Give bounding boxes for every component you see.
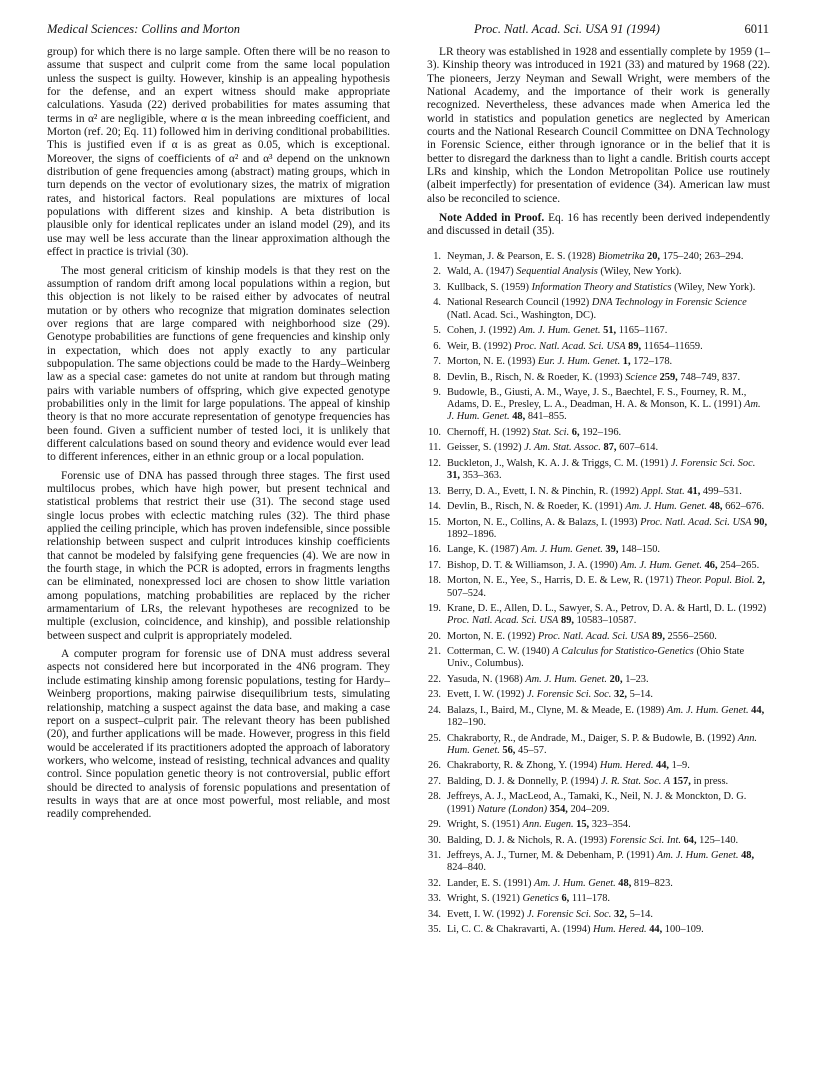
reference-number: 31.	[428, 850, 441, 862]
reference-pages: 2556–2560.	[664, 630, 717, 642]
body-paragraph: group) for which there is no large sample. Often there will be no reason to assume that suspect and culprit come from the same local population unless the suspect is guilty. However, kinship is an appealing hypothesis for the defense, and an expert witness should make appropriate calculations. Yasuda (22) derived probabilities for mates assuming that terms in α² are negligible, where α is the mean inbreeding coefficient, and Morton (ref. 20; Eq. 11) followed him in deriving conditional probabilities. This is justified even if α is as great as 0.05, which is exceptional. Moreover, the signs of coefficients of α² and α³ depend on the unknown distribution of gene frequencies among (abstract) mating groups, which in turn depends on the vector of evolutionary sizes, the matrix of migration rates, and historical factors. Real populations are mixtures of local populations with different sizes and kinship. A beta distribution is plausible only for identical replicates under an island model (29), and its use may well be less accurate than the linear approximation although the effect in practice is trivial (30).	[47, 46, 390, 259]
reference-volume: 89,	[558, 615, 574, 627]
reference-item	[427, 501, 770, 513]
reference-item	[427, 560, 770, 572]
reference-number: 24.	[428, 704, 441, 716]
reference-number: 27.	[428, 775, 441, 787]
reference-volume: 259,	[656, 371, 678, 383]
reference-source: Nature (London)	[477, 803, 548, 815]
reference-volume: 51,	[600, 325, 617, 337]
reference-source: Am. J. Hum. Genet.	[656, 850, 739, 862]
reference-volume: 48,	[615, 877, 632, 889]
reference-number: 10.	[428, 426, 441, 438]
reference-item	[427, 458, 770, 482]
reference-item	[427, 603, 770, 627]
reference-source: Appl. Stat.	[641, 485, 685, 497]
reference-authors: Bishop, D. T. & Williamson, J. A. (1990)	[447, 559, 621, 571]
reference-item	[427, 646, 770, 670]
reference-pages: 824–840.	[447, 862, 486, 874]
reference-authors: Weir, B. (1992)	[447, 340, 515, 352]
reference-source: Hum. Hered.	[599, 760, 654, 772]
reference-authors: Wright, S. (1951)	[447, 819, 523, 831]
reference-number: 1.	[433, 250, 441, 262]
reference-volume: 44,	[748, 704, 765, 716]
reference-number: 6.	[433, 340, 441, 352]
left-column	[47, 46, 390, 822]
reference-volume: 354,	[547, 803, 568, 815]
reference-number: 7.	[433, 356, 441, 368]
reference-authors: Buckleton, J., Walsh, K. A. J. & Triggs, C. M. (1991)	[447, 457, 671, 469]
reference-authors: Devlin, B., Risch, N. & Roeder, K. (1993)	[447, 371, 626, 383]
reference-source: Science	[625, 371, 657, 383]
reference-pages: 175–240; 263–294.	[660, 250, 744, 262]
reference-authors: Morton, N. E. (1993)	[447, 356, 538, 368]
reference-item	[427, 266, 770, 278]
reference-pages: 819–823.	[631, 877, 673, 889]
reference-number: 35.	[428, 924, 441, 936]
reference-source: Ann. Eugen.	[522, 819, 574, 831]
reference-number: 26.	[428, 760, 441, 772]
reference-volume: 90,	[751, 516, 768, 528]
reference-number: 12.	[428, 457, 441, 469]
reference-number: 34.	[428, 908, 441, 920]
reference-item	[427, 909, 770, 921]
reference-number: 20.	[428, 630, 441, 642]
reference-source: Ann. Hum. Genet.	[447, 732, 758, 756]
reference-number: 22.	[428, 673, 441, 685]
body-paragraph: The most general criticism of kinship models is that they rest on the assumption of random drift among local populations within a region, but this objection is not likely to be raised either by advocates of neutral mutation or by others who recognize that migration dominates selection over regions that are large compared with neighborhood size (29). Genotype probabilities are functions of gene frequencies and kinship only in expectation, which does not apply exactly to any particular subpopulation. The same objections could be made to the Hardy–Weinberg law as a special case: gametes do not unite at random but through mating pairs with variable numbers of offspring, which give expected genotype probabilities only in the limit for large populations. The appeal of kinship theory is that no more accurate representation of genotype frequencies has been found. Given a sufficient number of tested loci, it is unlikely that different calculations based on sound theory and evidence would ever lead to different inferences, either in an ethnic group or a local population.	[47, 264, 390, 464]
reference-source: Proc. Natl. Acad. Sci. USA	[514, 340, 626, 352]
reference-list	[427, 251, 770, 937]
reference-number: 30.	[428, 834, 441, 846]
reference-pages: 662–676.	[722, 501, 765, 513]
reference-source: Genetics	[522, 893, 559, 905]
reference-pages: in press.	[690, 775, 729, 787]
reference-pages: 1–23.	[622, 673, 649, 685]
reference-pages: 5–14.	[627, 908, 653, 920]
reference-authors: Morton, N. E., Collins, A. & Balazs, I. (1993)	[447, 516, 641, 528]
reference-item	[427, 776, 770, 788]
reference-volume: 44,	[646, 924, 663, 936]
reference-volume: 87,	[600, 442, 617, 454]
reference-number: 19.	[428, 603, 441, 615]
reference-source: DNA Technology in Forensic Science	[591, 297, 747, 309]
reference-authors: Chakraborty, R. & Zhong, Y. (1994)	[447, 760, 600, 772]
reference-item	[427, 893, 770, 905]
reference-item	[427, 689, 770, 701]
reference-source: Am. J. Hum. Genet.	[666, 704, 749, 716]
reference-volume: 15,	[573, 819, 590, 831]
reference-number: 9.	[433, 387, 441, 399]
reference-number: 2.	[433, 266, 441, 278]
reference-authors: Kullback, S. (1959)	[447, 281, 532, 293]
reference-number: 8.	[433, 371, 441, 383]
reference-pages: (Wiley, New York).	[597, 266, 682, 278]
reference-number: 5.	[433, 325, 441, 337]
reference-authors: Berry, D. A., Evett, I. N. & Pinchin, R. (1992)	[447, 485, 642, 497]
reference-source: Am. J. Hum. Genet.	[447, 399, 761, 423]
reference-volume: 48,	[706, 501, 723, 513]
reference-item	[427, 819, 770, 831]
reference-item	[427, 705, 770, 729]
reference-number: 28.	[428, 791, 441, 803]
reference-source: A Calculus for Statistico-Genetics	[552, 646, 694, 658]
reference-pages: 182–190.	[447, 717, 486, 729]
reference-pages: 254–265.	[717, 559, 760, 571]
note-label: Note Added in Proof.	[439, 212, 545, 225]
reference-volume: 89,	[649, 630, 665, 642]
reference-number: 33.	[428, 893, 441, 905]
reference-number: 4.	[433, 297, 441, 309]
reference-volume: 6,	[569, 426, 580, 438]
reference-item	[427, 544, 770, 556]
reference-authors: Devlin, B., Risch, N. & Roeder, K. (1991)	[447, 501, 626, 513]
reference-pages: 45–57.	[515, 744, 547, 756]
reference-number: 11.	[428, 442, 441, 454]
reference-pages: (Wiley, New York).	[671, 281, 756, 293]
reference-source: Biometrika	[598, 250, 645, 262]
reference-authors: Evett, I. W. (1992)	[447, 689, 527, 701]
reference-pages: 499–531.	[700, 485, 742, 497]
reference-pages: 1165–1167.	[616, 325, 668, 337]
reference-source: Am. J. Hum. Genet.	[534, 877, 616, 889]
reference-volume: 20,	[644, 250, 660, 262]
reference-source: Sequential Analysis	[516, 266, 598, 278]
journal-citation: Proc. Natl. Acad. Sci. USA 91 (1994)	[474, 22, 660, 36]
reference-volume: 41,	[684, 485, 701, 497]
reference-source: Information Theory and Statistics	[531, 281, 672, 293]
reference-pages: 10583–10587.	[574, 615, 637, 627]
reference-volume: 32,	[611, 689, 627, 701]
reference-source: J. Forensic Sci. Soc.	[526, 908, 612, 920]
running-header	[47, 22, 769, 38]
reference-pages: 172–178.	[630, 356, 673, 368]
reference-volume: 46,	[702, 559, 718, 571]
reference-source: Forensic Sci. Int.	[609, 834, 681, 846]
reference-authors: Balding, D. J. & Donnelly, P. (1994)	[447, 775, 602, 787]
reference-authors: Jeffreys, A. J., MacLeod, A., Tamaki, K., Neil, N. J. & Monckton, D. G. (1991)	[447, 791, 747, 815]
reference-authors: Yasuda, N. (1968)	[447, 673, 526, 685]
reference-item	[427, 325, 770, 337]
reference-item	[427, 674, 770, 686]
reference-authors: Balazs, I., Baird, M., Clyne, M. & Meade, E. (1989)	[447, 704, 667, 716]
reference-volume: 32,	[611, 908, 627, 920]
reference-volume: 48,	[738, 850, 755, 862]
reference-item	[427, 282, 770, 294]
reference-source: Proc. Natl. Acad. Sci. USA	[640, 516, 752, 528]
reference-item	[427, 251, 770, 263]
reference-authors: Geisser, S. (1992)	[447, 442, 525, 454]
reference-authors: Jeffreys, A. J., Turner, M. & Debenham, P. (1991)	[447, 850, 657, 862]
reference-source: Am. J. Hum. Genet.	[625, 501, 707, 513]
reference-number: 16.	[428, 544, 441, 556]
page-number: 6011	[744, 22, 769, 36]
reference-pages: 353–363.	[460, 470, 502, 482]
reference-source: J. Forensic Sci. Soc.	[670, 457, 756, 469]
reference-authors: Morton, N. E. (1992)	[447, 630, 538, 642]
reference-source: Eur. J. Hum. Genet.	[537, 356, 621, 368]
reference-source: J. R. Stat. Soc. A	[601, 775, 671, 787]
reference-authors: Chakraborty, R., de Andrade, M., Daiger, S. P. & Budowle, B. (1992)	[447, 732, 738, 744]
reference-pages: (Natl. Acad. Sci., Washington, DC).	[447, 309, 597, 321]
reference-authors: Lange, K. (1987)	[447, 544, 522, 556]
reference-authors: Balding, D. J. & Nichols, R. A. (1993)	[447, 834, 610, 846]
reference-item	[427, 442, 770, 454]
reference-number: 3.	[433, 281, 441, 293]
reference-item	[427, 372, 770, 384]
reference-number: 21.	[428, 646, 441, 658]
reference-source: Am. J. Hum. Genet.	[525, 673, 607, 685]
reference-volume: 157,	[670, 775, 691, 787]
reference-item	[427, 850, 770, 874]
body-paragraph: LR theory was established in 1928 and essentially complete by 1959 (1–3). Kinship theory was introduced in 1921 (33) and matured by 1968 (22). The pioneers, Jerzy Neyman and Sewall Wright, were members of the National Academy, and the importance of their work is generally recognized. Nevertheless, these advances made when America led the world in statistics and population genetics are neglected by American courts and the National Research Council Committee on DNA Technology in Forensic Science, either through ignorance or in the belief that it is better to disregard the darkness than to light a candle. British courts accept LRs and kinship, which the London Metropolitan Police use routinely (albeit imperfectly) for presentation of evidence (34). American law must also be reconciled to science.	[427, 46, 770, 205]
reference-item	[427, 631, 770, 643]
body-paragraph: A computer program for forensic use of DNA must address several aspects not considered here but incorporated in the 4N6 program. They include estimating kinship among forensic populations, testing for Hardy–Weinberg proportions, making pairwise disequilibrium tests, simulating relationship, matching a suspect against the data base, and making a case report on a suspect–culprit pair. The relevant theory has been published (20), and further applications will be made. However, progress in this field would be accelerated if its practitioners adopted the approach of laboratory workers, who welcome, instead of resisting, technical advances and quality control. Since population genetic theory is not controversial, public effort should be directed to analysis of forensic populations and presentation of results in ways that are at once most powerful, most reliable, and most readily comprehended.	[47, 648, 390, 821]
reference-pages: 323–354.	[589, 819, 631, 831]
reference-item	[427, 878, 770, 890]
reference-pages: 1892–1896.	[447, 528, 497, 540]
reference-volume: 56,	[499, 744, 516, 756]
reference-number: 32.	[428, 877, 441, 889]
note-text: Eq. 16 has recently been derived independently and discussed in detail (35).	[427, 212, 771, 238]
reference-item	[427, 760, 770, 772]
reference-authors: Chernoff, H. (1992)	[447, 426, 533, 438]
reference-pages: 148–150.	[618, 544, 660, 556]
reference-pages: 125–140.	[696, 834, 739, 846]
reference-item	[427, 791, 770, 815]
reference-pages: 192–196.	[579, 426, 622, 438]
reference-pages: (Ohio State Univ., Columbus).	[447, 646, 745, 670]
reference-pages: 5–14.	[627, 689, 653, 701]
reference-item	[427, 427, 770, 439]
reference-pages: 204–209.	[567, 803, 610, 815]
reference-number: 14.	[428, 501, 441, 513]
reference-volume: 20,	[607, 673, 623, 685]
reference-number: 25.	[428, 732, 441, 744]
reference-pages: 607–614.	[616, 442, 659, 454]
reference-volume: 64,	[680, 834, 697, 846]
reference-volume: 48,	[509, 411, 526, 423]
reference-authors: National Research Council (1992)	[447, 297, 592, 309]
reference-pages: 748–749, 837.	[677, 371, 741, 383]
note-added-in-proof	[427, 212, 770, 239]
reference-source: Am. J. Hum. Genet.	[518, 325, 601, 337]
reference-item	[427, 517, 770, 541]
reference-source: Proc. Natl. Acad. Sci. USA	[447, 615, 559, 627]
reference-pages: 111–178.	[569, 893, 611, 905]
reference-authors: Wright, S. (1921)	[447, 893, 523, 905]
reference-source: J. Forensic Sci. Soc.	[526, 689, 612, 701]
reference-item	[427, 356, 770, 368]
reference-item	[427, 733, 770, 757]
reference-volume: 44,	[653, 760, 670, 772]
reference-item	[427, 297, 770, 321]
reference-item	[427, 575, 770, 599]
reference-volume: 39,	[602, 544, 619, 556]
reference-source: Proc. Natl. Acad. Sci. USA	[537, 630, 650, 642]
reference-item	[427, 387, 770, 424]
body-paragraph: Forensic use of DNA has passed through three stages. The first used multilocus probes, which have high power, but present technical and statistical problems that restrict their use (31). The second stage used single locus probes with eclectic matching rules (32). The third phase applied the ceiling principle, which has proven indefensible, since possible relationship between suspect and culprit introduces kinship coefficients that cannot be modeled by falsifying gene frequencies (4). We are now in the fourth stage, in which the PCR is adopted, errors in fragments lengths can be eliminated, nonexpressed loci are chosen to show little variation among populations, matching probabilities are replaced by the richer armamentarium of LRs, the relevant hypotheses are recognized to be multiple (exclusion, coincidence, and kinship), and possible relationship between suspect and culprit is appropriately modeled.	[47, 469, 390, 642]
reference-source: Theor. Popul. Biol.	[675, 575, 755, 587]
reference-authors: Evett, I. W. (1992)	[447, 908, 527, 920]
reference-authors: Lander, E. S. (1991)	[447, 877, 535, 889]
reference-volume: 89,	[625, 340, 642, 352]
reference-authors: Wald, A. (1947)	[447, 266, 517, 278]
reference-number: 29.	[428, 819, 441, 831]
right-column	[427, 46, 770, 940]
reference-number: 23.	[428, 689, 441, 701]
reference-item	[427, 341, 770, 353]
reference-source: Hum. Hered.	[593, 924, 647, 936]
reference-source: Am. J. Hum. Genet.	[620, 559, 703, 571]
reference-volume: 31,	[447, 470, 460, 482]
reference-volume: 2,	[754, 575, 765, 587]
section-author-title: Medical Sciences: Collins and Morton	[47, 22, 241, 36]
reference-source: Am. J. Hum. Genet.	[521, 544, 603, 556]
reference-volume: 6,	[558, 893, 570, 905]
reference-item	[427, 835, 770, 847]
reference-volume: 1,	[620, 356, 631, 368]
reference-number: 17.	[428, 559, 441, 571]
reference-authors: Krane, D. E., Allen, D. L., Sawyer, S. A., Petrov, D. A. & Hartl, D. L. (1992)	[447, 603, 767, 615]
reference-authors: Budowle, B., Giusti, A. M., Waye, J. S., Baechtel, F. S., Fourney, R. M., Adams, D. E., Presley, L. A., Deadman, H. A. & Monson, K. L. (1991)	[447, 387, 747, 411]
reference-pages: 841–855.	[525, 411, 567, 423]
reference-number: 18.	[428, 575, 441, 587]
reference-source: J. Am. Stat. Assoc.	[524, 442, 601, 454]
reference-source: Stat. Sci.	[532, 426, 570, 438]
reference-authors: Neyman, J. & Pearson, E. S. (1928)	[447, 250, 599, 262]
reference-number: 13.	[428, 485, 441, 497]
reference-pages: 1–9.	[669, 760, 690, 772]
reference-pages: 507–524.	[447, 587, 486, 599]
reference-pages: 100–109.	[662, 924, 704, 936]
reference-authors: Cohen, J. (1992)	[447, 325, 519, 337]
reference-item	[427, 924, 770, 936]
reference-pages: 11654–11659.	[641, 340, 703, 352]
reference-authors: Morton, N. E., Yee, S., Harris, D. E. & Lew, R. (1971)	[447, 575, 676, 587]
reference-number: 15.	[428, 516, 441, 528]
reference-item	[427, 486, 770, 498]
reference-authors: Li, C. C. & Chakravarti, A. (1994)	[447, 924, 594, 936]
reference-authors: Cotterman, C. W. (1940)	[447, 646, 553, 658]
